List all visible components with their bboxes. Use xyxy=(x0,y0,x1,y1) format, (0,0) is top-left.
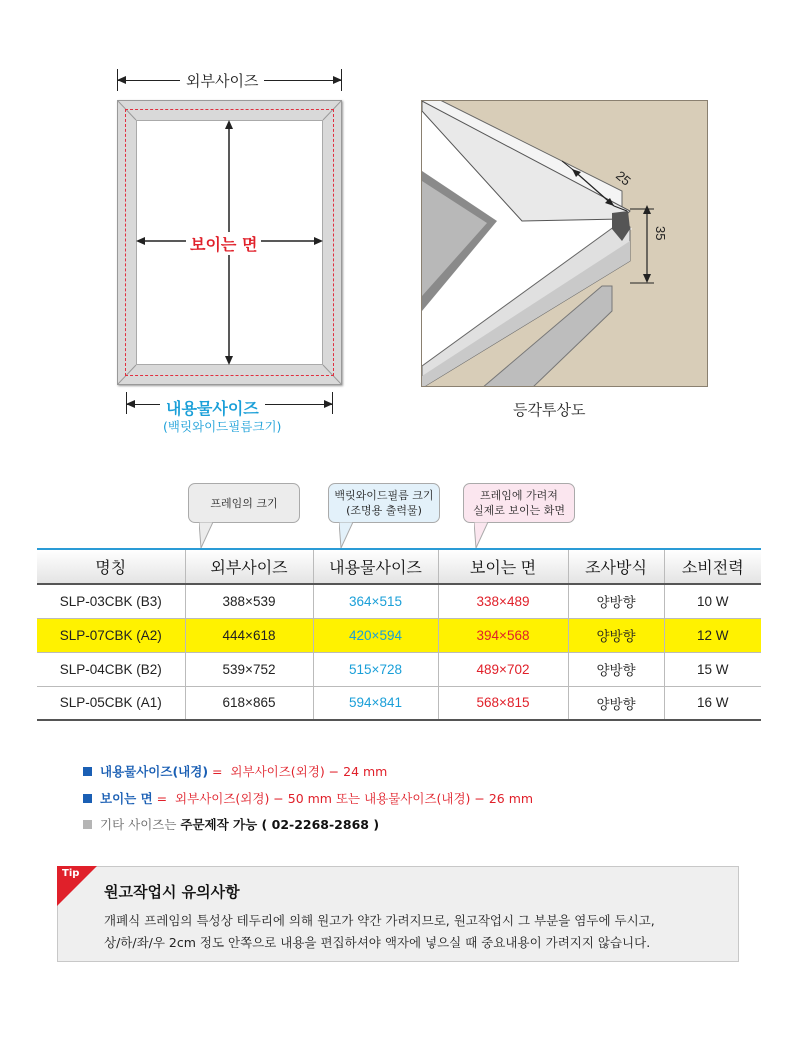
callout-content-size-text1: 백릿와이드필름 크기 xyxy=(334,489,434,502)
cell-model: SLP-04CBK (B2) xyxy=(37,652,185,686)
callout-content-size xyxy=(328,483,440,523)
col-header-lighting: 조사방식 xyxy=(568,549,664,584)
content-size-sublabel: (백릿와이드필름크기) xyxy=(163,419,282,434)
cell-lighting: 양방향 xyxy=(568,686,664,720)
callout-content-size-text2: (조명용 출력물) xyxy=(346,504,422,517)
table-row xyxy=(37,686,761,720)
cell-lighting: 양방향 xyxy=(568,652,664,686)
cell-power: 10 W xyxy=(664,584,761,618)
note-custom-order-contact: 주문제작 가능 ( 02-2268-2868 ) xyxy=(180,817,380,832)
callout-content-size-tail xyxy=(339,522,353,548)
outer-size-label: 외부사이즈 xyxy=(180,70,264,91)
note-visible-area-term: 보이는 면 xyxy=(100,791,153,806)
cell-power: 15 W xyxy=(664,652,761,686)
note-content-size-formula: = 외부사이즈(외경) − 24 mm xyxy=(208,764,388,779)
callout-frame-size-text: 프레임의 크기 xyxy=(210,496,278,510)
cell-visible-area: 394×568 xyxy=(438,618,568,652)
col-header-name: 명칭 xyxy=(37,549,185,584)
cell-power: 12 W xyxy=(664,618,761,652)
note-visible-area-formula: = 외부사이즈(외경) − 50 mm 또는 내용물사이즈(내경) − 26 mm xyxy=(152,791,534,806)
col-header-content-size: 내용물사이즈 xyxy=(313,549,438,584)
cell-lighting: 양방향 xyxy=(568,618,664,652)
callout-frame-size xyxy=(188,483,300,523)
col-header-outer-size: 외부사이즈 xyxy=(185,549,313,584)
cell-power: 16 W xyxy=(664,686,761,720)
bullet-square-icon xyxy=(83,767,92,776)
cell-visible-area: 568×815 xyxy=(438,686,568,720)
table-header-row xyxy=(37,549,761,584)
cell-content-size: 594×841 xyxy=(313,686,438,720)
col-header-power: 소비전력 xyxy=(664,549,761,584)
cell-content-size: 515×728 xyxy=(313,652,438,686)
table-row xyxy=(37,584,761,618)
note-visible-area xyxy=(83,789,533,807)
bullet-square-icon xyxy=(83,794,92,803)
cell-outer-size: 388×539 xyxy=(185,584,313,618)
visible-area-label: 보이는 면 xyxy=(186,232,261,255)
spec-table xyxy=(37,548,761,721)
cell-model: SLP-03CBK (B3) xyxy=(37,584,185,618)
callout-visible-area-tail xyxy=(474,522,488,548)
note-custom-order-text: 기타 사이즈는 xyxy=(100,817,181,832)
iso-dim-25: 25 xyxy=(613,167,634,189)
note-custom-order xyxy=(83,815,379,833)
cell-outer-size: 618×865 xyxy=(185,686,313,720)
col-header-visible-area: 보이는 면 xyxy=(438,549,568,584)
cell-lighting: 양방향 xyxy=(568,584,664,618)
cell-content-size: 364×515 xyxy=(313,584,438,618)
cell-outer-size: 444×618 xyxy=(185,618,313,652)
isometric-drawing xyxy=(422,101,708,387)
cell-visible-area: 338×489 xyxy=(438,584,568,618)
tip-title: 원고작업시 유의사항 xyxy=(104,883,240,901)
table-row xyxy=(37,652,761,686)
tip-text-line2: 상/하/좌/우 2cm 정도 안쪽으로 내용을 편집하셔야 액자에 넣으실 때 중요내용이 가려지지 않습니다. xyxy=(104,935,651,950)
cell-content-size: 420×594 xyxy=(313,618,438,652)
cell-model: SLP-07CBK (A2) xyxy=(37,618,185,652)
cell-outer-size: 539×752 xyxy=(185,652,313,686)
tip-tag: Tip xyxy=(62,868,80,879)
cell-visible-area: 489×702 xyxy=(438,652,568,686)
callout-visible-area xyxy=(463,483,575,523)
content-size-label: 내용물사이즈 xyxy=(160,396,265,419)
callout-frame-size-tail xyxy=(199,522,213,548)
isometric-view xyxy=(421,100,708,387)
isometric-caption: 등각투상도 xyxy=(513,401,586,419)
callout-visible-area-text1: 프레임에 가려져 xyxy=(480,489,558,502)
tip-text-line1: 개폐식 프레임의 특성상 테두리에 의해 원고가 약간 가려지므로, 원고작업시 그 부분을 염두에 두시고, xyxy=(104,913,655,928)
table-row-highlighted xyxy=(37,618,761,652)
note-content-size-term: 내용물사이즈(내경) xyxy=(100,764,209,779)
note-content-size xyxy=(83,762,387,780)
iso-dim-35: 35 xyxy=(653,226,668,241)
bullet-square-icon xyxy=(83,820,92,829)
cell-model: SLP-05CBK (A1) xyxy=(37,686,185,720)
callout-visible-area-text2: 실제로 보이는 화면 xyxy=(472,504,565,517)
